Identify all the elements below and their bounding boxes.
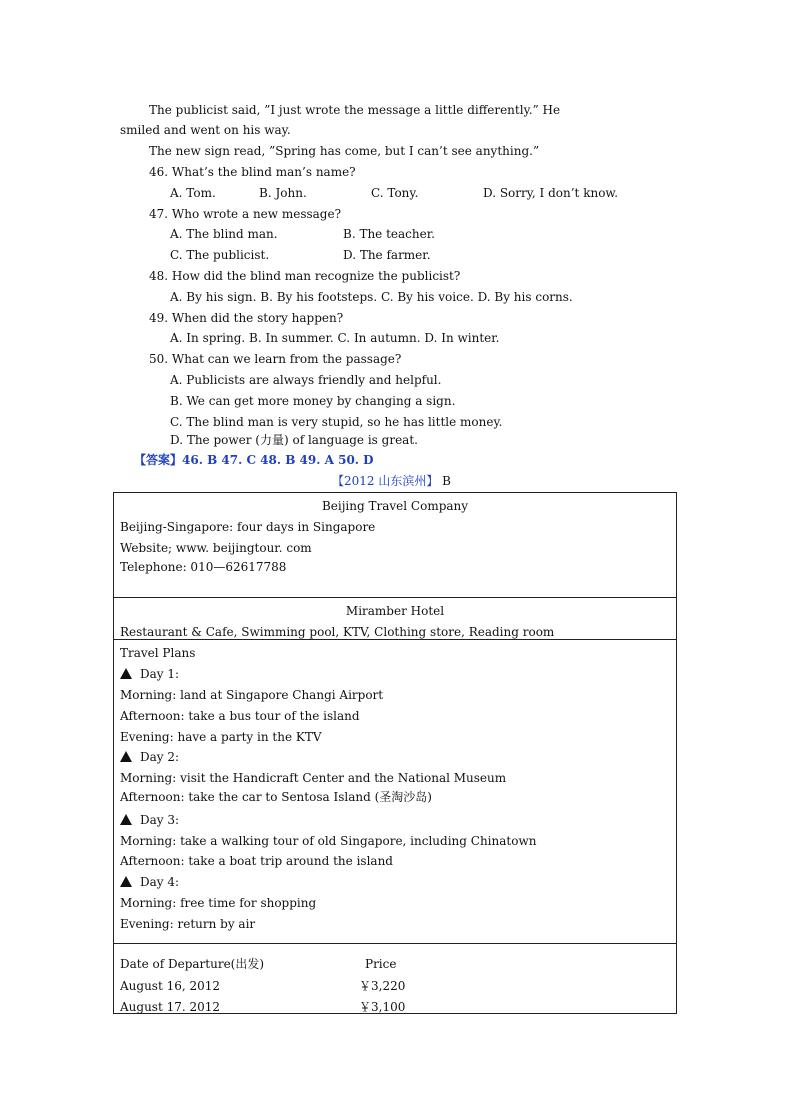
option: A. Tom. xyxy=(170,186,216,200)
price-header-price: Price xyxy=(365,957,397,971)
day-label: Day 2: xyxy=(140,750,180,764)
plan-item: Morning: land at Singapore Changi Airport xyxy=(120,688,384,702)
plan-item: Afternoon: take a boat trip around the island xyxy=(120,854,393,868)
source-label: 【2012 山东滨州】 xyxy=(332,474,439,488)
day-label: Day 1: xyxy=(140,667,180,681)
travel-ad-table xyxy=(113,492,677,1014)
question-50: 50. What can we learn from the passage? xyxy=(149,352,402,366)
option: B. The teacher. xyxy=(343,227,435,241)
passage-line: The new sign read, ”Spring has come, but I can’t see anything.” xyxy=(149,144,540,158)
option: C. Tony. xyxy=(371,186,419,200)
option: D. The farmer. xyxy=(343,248,431,262)
price-header-date: Date of Departure(出发) xyxy=(120,957,265,971)
option: B. John. xyxy=(259,186,307,200)
option: A. Publicists are always friendly and helpful. xyxy=(170,373,442,387)
option: D. Sorry, I don’t know. xyxy=(483,186,619,200)
plans-title: Travel Plans xyxy=(120,646,196,660)
day-label: Day 3: xyxy=(140,813,180,827)
divider xyxy=(114,943,676,944)
telephone: Telephone: 010—62617788 xyxy=(120,560,287,574)
plan-item: Morning: take a walking tour of old Singapore, including Chinatown xyxy=(120,834,537,848)
options-line: A. By his sign. B. By his footsteps. C. By his voice. D. By his corns. xyxy=(170,290,573,304)
answer-text: 46. B 47. C 48. B 49. A 50. D xyxy=(182,453,374,467)
question-48: 48. How did the blind man recognize the publicist? xyxy=(149,269,461,283)
option: B. We can get more money by changing a sign. xyxy=(170,394,456,408)
question-46: 46. What’s the blind man’s name? xyxy=(149,165,356,179)
option: C. The publicist. xyxy=(170,248,270,262)
question-49: 49. When did the story happen? xyxy=(149,311,344,325)
day-heading xyxy=(120,749,179,765)
day-heading xyxy=(120,812,179,828)
plan-item: Afternoon: take the car to Sentosa Island (圣淘沙岛) xyxy=(120,790,432,804)
facilities: Restaurant & Cafe, Swimming pool, KTV, Clothing store, Reading room xyxy=(120,625,555,639)
option: D. The power (力量) of language is great. xyxy=(170,433,418,447)
triangle-bullet-icon xyxy=(120,668,132,679)
departure-date: August 16, 2012 xyxy=(120,979,221,993)
company-name: Beijing Travel Company xyxy=(321,499,469,513)
plan-item: Morning: visit the Handicraft Center and the National Museum xyxy=(120,771,507,785)
website: Website; www. beijingtour. com xyxy=(120,541,312,555)
question-47: 47. Who wrote a new message? xyxy=(149,207,342,221)
divider xyxy=(114,639,676,640)
answer-line xyxy=(134,452,374,468)
price-value: ￥3,220 xyxy=(359,979,406,993)
option: A. The blind man. xyxy=(170,227,278,241)
day-heading xyxy=(120,666,179,682)
passage-line: smiled and went on his way. xyxy=(120,123,291,137)
triangle-bullet-icon xyxy=(120,751,132,762)
day-heading xyxy=(120,874,179,890)
hotel-name: Miramber Hotel xyxy=(345,604,445,618)
triangle-bullet-icon xyxy=(120,876,132,887)
price-value: ￥3,100 xyxy=(359,1000,406,1014)
plan-item: Morning: free time for shopping xyxy=(120,896,317,910)
answer-tag: 【答案】 xyxy=(134,453,183,467)
source-letter: B xyxy=(438,474,451,488)
plan-item: Evening: have a party in the KTV xyxy=(120,730,322,744)
departure-date: August 17. 2012 xyxy=(120,1000,221,1014)
triangle-bullet-icon xyxy=(120,814,132,825)
options-line: A. In spring. B. In summer. C. In autumn. D. In winter. xyxy=(170,331,500,345)
plan-item: Evening: return by air xyxy=(120,917,256,931)
option: C. The blind man is very stupid, so he has little money. xyxy=(170,415,503,429)
divider xyxy=(114,597,676,598)
route: Beijing-Singapore: four days in Singapore xyxy=(120,520,376,534)
day-label: Day 4: xyxy=(140,875,180,889)
passage-line: The publicist said, ”I just wrote the message a little differently.” He xyxy=(149,103,561,117)
plan-item: Afternoon: take a bus tour of the island xyxy=(120,709,360,723)
source-line xyxy=(332,473,451,489)
